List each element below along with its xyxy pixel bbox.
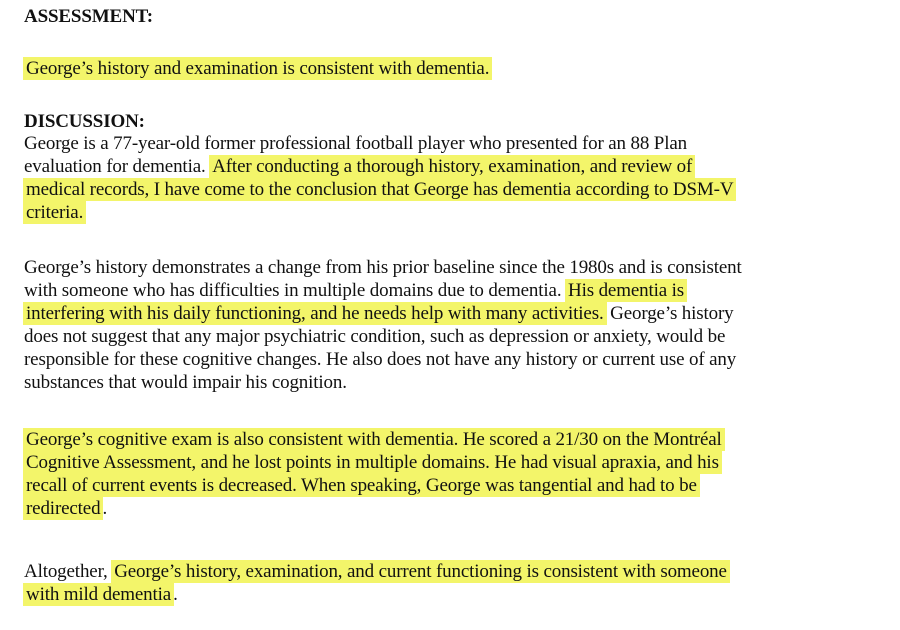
highlight: with mild dementia [26, 584, 172, 605]
paragraph-1-line-2 [24, 155, 694, 178]
paragraph-2-line-2 [24, 279, 686, 302]
paragraph-1-line-1: George is a 77-year-old former professional football player who presented for an 88 Plan [24, 133, 687, 154]
plain-text: evaluation for dementia. [24, 156, 206, 177]
plain-text: . [102, 498, 108, 519]
paragraph-1-line-4 [24, 201, 85, 224]
highlight: His dementia is [568, 280, 684, 301]
highlight: George’s cognitive exam is also consistent with dementia. He scored a 21/30 on the Montréal [26, 429, 722, 450]
paragraph-3-line-4 [24, 497, 107, 520]
highlight: After conducting a thorough history, examination, and review of [212, 156, 693, 177]
paragraph-2-line-5: responsible for these cognitive changes. He also does not have any history or current use of any [24, 349, 737, 370]
paragraph-3-line-2 [24, 451, 721, 474]
plain-text: . [173, 584, 178, 605]
paragraph-2-line-4: does not suggest that any major psychiatric condition, such as depression or anxiety, would be [24, 326, 726, 347]
discussion-heading: DISCUSSION: [24, 111, 145, 132]
highlight: redirected [26, 498, 101, 519]
plain-text: George’s history [610, 303, 734, 324]
plain-text: with someone who has difficulties in multiple domains due to dementia. [24, 280, 562, 301]
highlight: medical records, I have come to the conclusion that George has dementia according to DSM-V [26, 179, 734, 200]
paragraph-3-line-3 [24, 474, 699, 497]
paragraph-2-line-3 [24, 302, 734, 325]
highlight: Cognitive Assessment, and he lost points in multiple domains. He had visual apraxia, and his [26, 452, 719, 473]
paragraph-4-line-2 [24, 583, 178, 606]
assessment-heading: ASSESSMENT: [24, 6, 153, 27]
highlight: interfering with his daily functioning, and he needs help with many activities. [26, 303, 604, 324]
highlight: George’s history, examination, and current functioning is consistent with someone [114, 561, 727, 582]
paragraph-4-line-1 [24, 560, 729, 583]
highlight: criteria. [26, 202, 84, 223]
assessment-statement [24, 57, 491, 80]
highlight: George’s history and examination is consistent with dementia. [26, 58, 490, 79]
paragraph-2-line-6: substances that would impair his cognition. [24, 372, 347, 393]
highlight: recall of current events is decreased. When speaking, George was tangential and had to be [26, 475, 697, 496]
paragraph-2-line-1: George’s history demonstrates a change from his prior baseline since the 1980s and is consistent [24, 257, 742, 278]
paragraph-1-line-3 [24, 178, 735, 201]
paragraph-3-line-1 [24, 428, 724, 451]
plain-text: Altogether, [24, 561, 113, 582]
